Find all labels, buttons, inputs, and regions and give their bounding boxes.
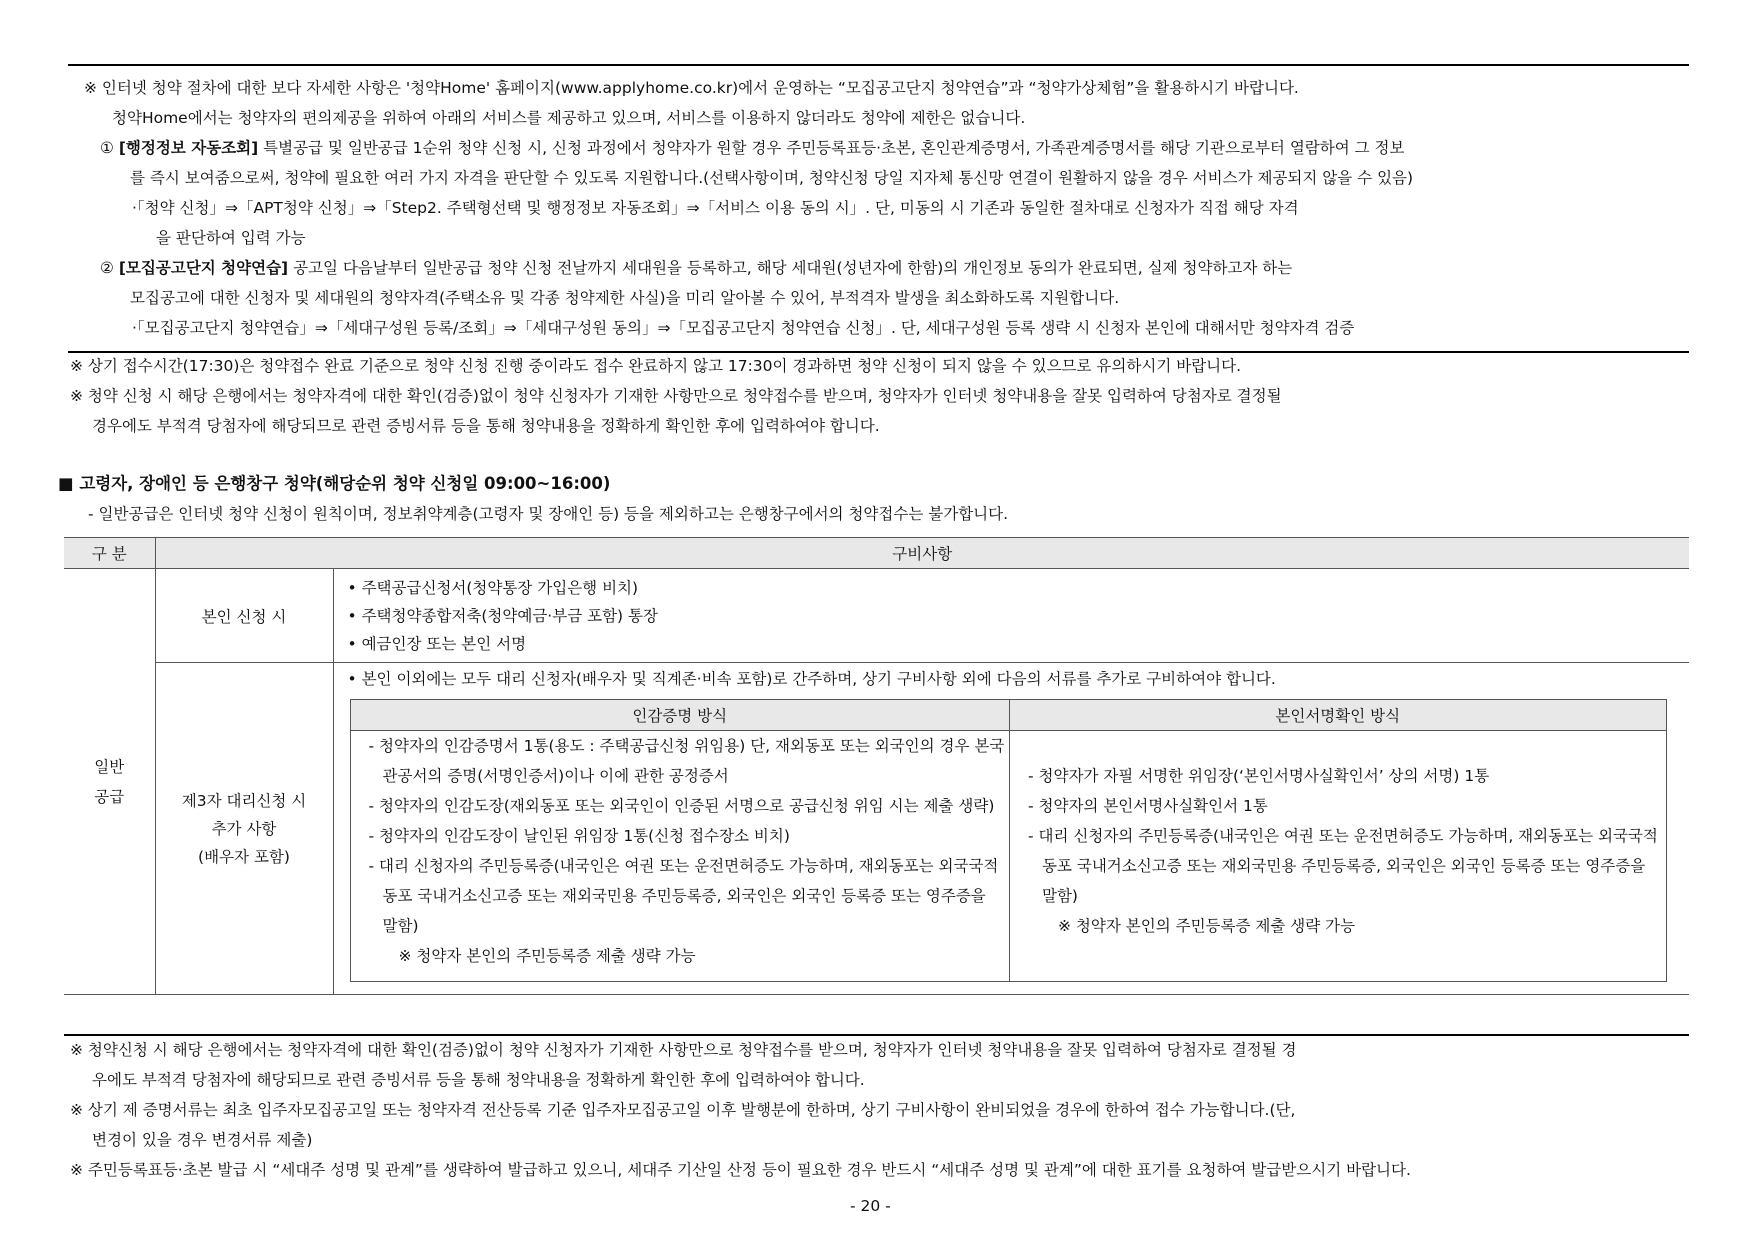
requirements-table — [64, 537, 1689, 995]
top-rule — [68, 64, 1689, 66]
group-label — [64, 569, 155, 995]
signature-method-list — [1009, 731, 1666, 982]
table-header-row — [64, 538, 1689, 569]
note-deadline: ※ 상기 접수시간(17:30)은 청약접수 완료 기준으로 청약 신청 진행 중이라도 접수 완료하지 않고 17:30이 경과하면 청약 신청이 되지 않을 수 있으므로 유의하시기 바랍니다. — [70, 357, 1242, 375]
section-heading: ■ 고령자, 장애인 등 은행창구 청약(해당순위 청약 신청일 09:00~16:00) — [58, 474, 611, 493]
mid-rule — [68, 351, 1689, 353]
inner-header-row — [350, 700, 1666, 731]
group-label-text: 일반 공급 — [94, 757, 125, 806]
service-item-1 — [100, 138, 1404, 158]
item-text: 공고일 다음날부터 일반공급 청약 신청 전날까지 세대원을 등록하고, 해당 세대원(성년자에 한함)의 개인정보 동의가 완료되면, 실제 청약하고자 하는 — [288, 259, 1293, 277]
col-header-requirements: 구비사항 — [155, 538, 1689, 569]
row-label-proxy — [155, 663, 333, 995]
list-item: - 청약자가 자필 서명한 위임장(‘본인서명사실확인서’ 상의 서명) 1통 — [1027, 767, 1490, 785]
note-bank-verification: ※ 청약 신청 시 해당 은행에서는 청약자격에 대한 확인(검증)없이 청약 신청자가 기재한 사항만으로 청약접수를 받으며, 청약자가 인터넷 청약내용을 잘못 입력하여 당첨자로 결정될 — [70, 387, 1282, 405]
inner-content-row — [350, 731, 1666, 982]
row-label-proxy-line1: 제3자 대리신청 시 — [181, 791, 307, 810]
note-applyhome-services: 청약Home에서는 청약자의 편의제공을 위하여 아래의 서비스를 제공하고 있으며, 서비스를 이용하지 않더라도 청약에 제한은 없습니다. — [112, 109, 1026, 127]
table-bottom-rule — [64, 1034, 1689, 1036]
row-content-self — [333, 569, 1689, 663]
item-text: 특별공급 및 일반공급 1순위 청약 신청 시, 신청 과정에서 청약자가 원할 경우 주민등록표등·초본, 혼인관계증명서, 가족관계증명서를 해당 기관으로부터 열람하여 그 정보 — [258, 139, 1405, 157]
note-bank-check-cont: 우에도 부적격 당첨자에 해당되므로 관련 증빙서류 등을 통해 청약내용을 정확하게 확인한 후에 입력하여야 합니다. — [92, 1071, 865, 1089]
service-item-1-sub-cont: 을 판단하여 입력 가능 — [156, 229, 306, 247]
note-documents-cont: 변경이 있을 경우 변경서류 제출) — [92, 1131, 313, 1149]
page-number: - 20 - — [850, 1197, 891, 1215]
table-row-self — [64, 569, 1689, 663]
note-documents: ※ 상기 제 증명서류는 최초 입주자모집공고일 또는 청약자격 전산등록 기준 입주자모집공고일 이후 발행분에 한하며, 상기 구비사항이 완비되었을 경우에 한하여 접수 가능합니다.(단, — [70, 1101, 1296, 1119]
list-item: - 대리 신청자의 주민등록증(내국인은 여권 또는 운전면허증도 가능하며, 재외동포는 외국국적동포 국내거소신고증 또는 재외국민용 주민등록증, 외국인은 외국인 등록증 또는 영주증을 말함) — [368, 857, 999, 935]
item-number: ② — [100, 259, 114, 277]
row-label-self: 본인 신청 시 — [155, 569, 333, 663]
list-item: • 주택청약종합저축(청약예금·부금 포함) 통장 — [347, 606, 658, 625]
seal-method-list — [350, 731, 1009, 982]
note-bank-check: ※ 청약신청 시 해당 은행에서는 청약자격에 대한 확인(검증)없이 청약 신청자가 기재한 사항만으로 청약접수를 받으며, 청약자가 인터넷 청약내용을 잘못 입력하여 당첨자로 결정될 경 — [70, 1041, 1297, 1059]
row-label-proxy-line3: (배우자 포함) — [198, 847, 290, 866]
service-item-1-cont: 를 즉시 보여줌으로써, 청약에 필요한 여러 가지 자격을 판단할 수 있도록 지원합니다.(선택사항이며, 청약신청 당일 지자체 통신망 연결이 원활하지 않을 경우 서비스가 제공되지 않을 수 있음) — [130, 169, 1414, 187]
col-header-category: 구 분 — [64, 538, 155, 569]
note-resident-registration: ※ 주민등록표등·초본 발급 시 “세대주 성명 및 관계”를 생략하여 발급하고 있으니, 세대주 기산일 산정 등이 필요한 경우 반드시 “세대주 성명 및 관계”에 대한 표기를 요청하여 발급받으시기 바랍니다. — [70, 1161, 1411, 1179]
list-item: • 예금인장 또는 본인 서명 — [347, 634, 527, 653]
list-item: - 청약자의 본인서명사실확인서 1통 — [1027, 797, 1268, 815]
note-applyhome: ※ 인터넷 청약 절차에 대한 보다 자세한 사항은 '청약Home' 홈페이지(www.applyhome.co.kr)에서 운영하는 “모집공고단지 청약연습”과 “청약가상체험”을 활용하시기 바랍니다. — [84, 79, 1299, 97]
table-row-proxy — [64, 663, 1689, 995]
service-item-1-sub: ·「청약 신청」⇒「APT청약 신청」⇒「Step2. 주택형선택 및 행정정보 자동조회」⇒「서비스 이용 동의 시」. 단, 미동의 시 기존과 동일한 절차대로 신청자가 직접 해당 자격 — [132, 199, 1299, 217]
row-label-proxy-line2: 추가 사항 — [211, 819, 277, 838]
seal-method-note: ※ 청약자 본인의 주민등록증 제출 생략 가능 — [398, 947, 696, 965]
proxy-intro: • 본인 이외에는 모두 대리 신청자(배우자 및 직계존·비속 포함)로 간주하며, 상기 구비사항 외에 다음의 서류를 추가로 구비하여야 합니다. — [347, 670, 1276, 688]
section-subline: - 일반공급은 인터넷 청약 신청이 원칙이며, 정보취약계층(고령자 및 장애인 등) 등을 제외하고는 은행창구에서의 청약접수는 불가합니다. — [88, 505, 1009, 523]
service-item-2-sub: ·「모집공고단지 청약연습」⇒「세대구성원 등록/조회」⇒「세대구성원 동의」⇒「모집공고단지 청약연습 신청」. 단, 세대구성원 등록 생략 시 신청자 본인에 대해서만 청약자격 검증 — [132, 319, 1355, 337]
list-item: - 대리 신청자의 주민등록증(내국인은 여권 또는 운전면허증도 가능하며, 재외동포는 외국국적동포 국내거소신고증 또는 재외국민용 주민등록증, 외국인은 외국인 등록증 또는 영주증을 말함) — [1027, 827, 1658, 905]
list-item: - 청약자의 인감도장이 날인된 위임장 1통(신청 접수장소 비치) — [368, 827, 790, 845]
item-title: [행정정보 자동조회] — [118, 139, 259, 157]
list-item: • 주택공급신청서(청약통장 가입은행 비치) — [347, 578, 639, 597]
list-item: - 청약자의 인감증명서 1통(용도 : 주택공급신청 위임용) 단, 재외동포 또는 외국인의 경우 본국 관공서의 증명(서명인증서)이나 이에 관한 공정증서 — [368, 737, 1005, 785]
item-number: ① — [100, 139, 114, 157]
signature-method-note: ※ 청약자 본인의 주민등록증 제출 생략 가능 — [1057, 917, 1356, 935]
proxy-methods-table — [350, 699, 1667, 982]
list-item: - 청약자의 인감도장(재외동포 또는 외국인이 인증된 서명으로 공급신청 위임 시는 제출 생략) — [368, 797, 995, 815]
row-content-proxy — [333, 663, 1689, 995]
inner-header-signature: 본인서명확인 방식 — [1009, 700, 1666, 731]
service-item-2 — [100, 258, 1292, 278]
note-bank-verification-cont: 경우에도 부적격 당첨자에 해당되므로 관련 증빙서류 등을 통해 청약내용을 정확하게 확인한 후에 입력하여야 합니다. — [92, 417, 880, 435]
item-title: [모집공고단지 청약연습] — [118, 259, 289, 277]
service-item-2-cont: 모집공고에 대한 신청자 및 세대원의 청약자격(주택소유 및 각종 청약제한 사실)을 미리 알아볼 수 있어, 부적격자 발생을 최소화하도록 지원합니다. — [130, 289, 1120, 307]
inner-header-seal: 인감증명 방식 — [350, 700, 1009, 731]
